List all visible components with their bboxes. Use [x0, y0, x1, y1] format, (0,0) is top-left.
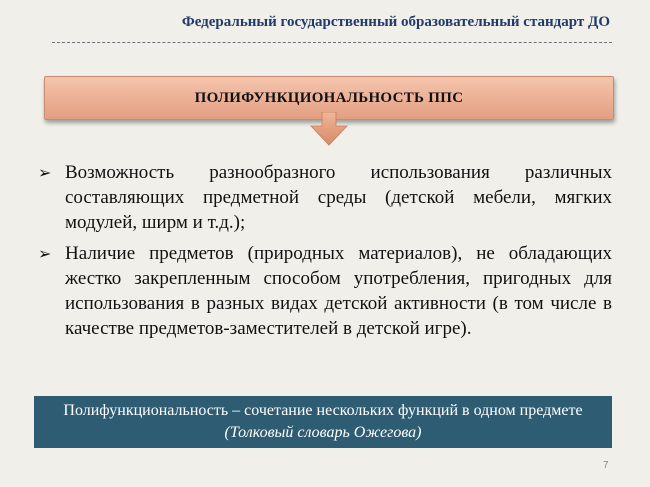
arrowhead-bullet-icon: ➢	[38, 163, 52, 182]
definition-text	[53, 400, 593, 444]
definition-source: (Толковый словарь Ожегова)	[224, 424, 422, 441]
header-divider	[52, 42, 612, 43]
arrowhead-bullet-icon: ➢	[38, 244, 52, 263]
bullet-text: Возможность разнообразного использования различных составляющих предметной среды (детской мебели, мягких модулей, ширм и т.д.);	[65, 162, 612, 233]
bullet-list	[38, 160, 612, 347]
definition-main: Полифункциональность – сочетание нескольких функций в одном предмете	[63, 402, 583, 419]
down-arrow-icon	[310, 112, 348, 146]
list-item	[38, 160, 612, 235]
header-title: Федеральный государственный образовательный стандарт ДО	[181, 14, 610, 30]
definition-box	[34, 396, 612, 448]
list-item	[38, 241, 612, 341]
page-number: 7	[603, 460, 609, 471]
bullet-text: Наличие предметов (природных материалов), не обладающих жестко закрепленным способом употребления, пригодных для использования в разных видах детской активности (в том числе в качестве предметов-заместителей в детской игре).	[65, 243, 612, 339]
slide-title: ПОЛИФУНКЦИОНАЛЬНОСТЬ ППС	[194, 89, 464, 106]
